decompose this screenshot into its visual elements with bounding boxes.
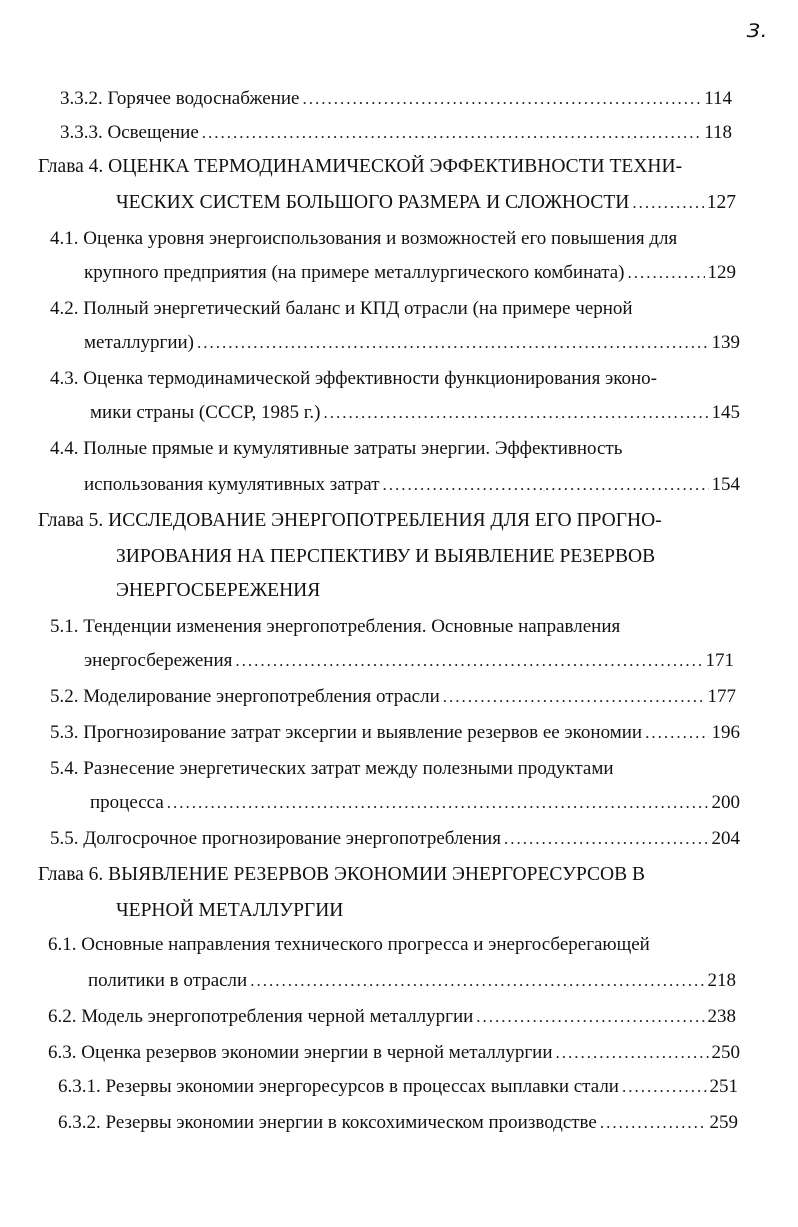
- toc-entry-page: 118: [704, 122, 732, 143]
- dot-leader: [167, 788, 709, 818]
- toc-entry-page: 129: [707, 262, 736, 283]
- toc-entry: [84, 470, 740, 500]
- toc-entry-page: 259: [709, 1112, 738, 1133]
- toc-entry-page: 171: [705, 650, 734, 671]
- toc-entry-title: 5.1. Тенденции изменения энергопотребления. Основные направления: [50, 616, 621, 637]
- dot-leader: [250, 966, 704, 996]
- dot-leader: [555, 1038, 708, 1068]
- toc-entry: [48, 1038, 740, 1068]
- toc-entry-title: ЭНЕРГОСБЕРЕЖЕНИЯ: [116, 580, 321, 601]
- toc-entry-title: мики страны (СССР, 1985 г.): [90, 402, 321, 423]
- dot-leader: [383, 470, 709, 500]
- toc-entry-title: крупного предприятия (на примере металлургического комбината): [84, 262, 625, 283]
- toc-entry-title: 5.4. Разнесение энергетических затрат между полезными продуктами: [50, 758, 614, 779]
- dot-leader: [504, 824, 709, 854]
- toc-entry: [88, 966, 736, 996]
- toc-entry: [50, 364, 657, 394]
- toc-entry-title: энергосбережения: [84, 650, 233, 671]
- toc-entry: [60, 84, 732, 114]
- toc-entry-title: 3.3.2. Горячее водоснабжение: [60, 88, 300, 109]
- chapter-heading: [38, 506, 662, 536]
- toc-entry-page: 139: [711, 332, 740, 353]
- toc-entry-title: политики в отрасли: [88, 970, 248, 991]
- toc-entry-title: 4.3. Оценка термодинамической эффективности функционирования эконо-: [50, 368, 658, 389]
- dot-leader: [622, 1072, 707, 1102]
- dot-leader: [632, 188, 703, 218]
- toc-entry: [48, 930, 650, 960]
- toc-entry: [90, 398, 740, 428]
- toc-entry-title: 5.2. Моделирование энергопотребления отрасли: [50, 686, 440, 707]
- toc-entry: [50, 718, 740, 748]
- chapter-heading: [116, 576, 320, 606]
- dot-leader: [600, 1108, 707, 1138]
- toc-entry: [50, 754, 614, 784]
- toc-entry-page: 251: [709, 1076, 738, 1097]
- toc-entry-title: 6.3.2. Резервы экономии энергии в коксохимическом производстве: [58, 1112, 597, 1133]
- toc-entry: [58, 1108, 738, 1138]
- toc-entry: [50, 294, 633, 324]
- toc-entry-page: 238: [707, 1006, 736, 1027]
- toc-entry-title: использования кумулятивных затрат: [84, 474, 380, 495]
- toc-entry-title: 4.2. Полный энергетический баланс и КПД отрасли (на примере черной: [50, 298, 633, 319]
- toc-entry-page: 145: [711, 402, 740, 423]
- toc-entry: [84, 258, 736, 288]
- toc-entry-title: Глава 4. ОЦЕНКА ТЕРМОДИНАМИЧЕСКОЙ ЭФФЕКТИВНОСТИ ТЕХНИ-: [38, 156, 683, 177]
- dot-leader: [645, 718, 708, 748]
- toc-entry-title: 6.3. Оценка резервов экономии энергии в черной металлургии: [48, 1042, 553, 1063]
- toc-entry: [58, 1072, 738, 1102]
- toc-entry: [48, 1002, 736, 1032]
- toc-entry: [90, 788, 740, 818]
- toc-entry: [50, 434, 622, 464]
- toc-entry-page: 218: [707, 970, 736, 991]
- toc-entry-page: 114: [704, 88, 732, 109]
- toc-entry-page: 196: [711, 722, 740, 743]
- toc-entry: [116, 188, 736, 218]
- toc-entry-page: 200: [711, 792, 740, 813]
- dot-leader: [302, 84, 701, 114]
- toc-entry-title: ЗИРОВАНИЯ НА ПЕРСПЕКТИВУ И ВЫЯВЛЕНИЕ РЕЗЕРВОВ: [116, 546, 656, 567]
- chapter-heading: [116, 896, 343, 926]
- toc-entry: [50, 224, 677, 254]
- toc-entry-title: металлургии): [84, 332, 195, 353]
- toc-entry-title: 4.1. Оценка уровня энергоиспользования и возможностей его повышения для: [50, 228, 678, 249]
- dot-leader: [202, 118, 701, 148]
- toc-entry-title: Глава 6. ВЫЯВЛЕНИЕ РЕЗЕРВОВ ЭКОНОМИИ ЭНЕРГОРЕСУРСОВ В: [38, 864, 646, 885]
- dot-leader: [323, 398, 708, 428]
- toc-entry-title: 6.2. Модель энергопотребления черной металлургии: [48, 1006, 474, 1027]
- toc-entry-title: ЧЕРНОЙ МЕТАЛЛУРГИИ: [116, 900, 344, 921]
- toc-entry-page: 250: [711, 1042, 740, 1063]
- dot-leader: [476, 1002, 704, 1032]
- dot-leader: [235, 646, 702, 676]
- toc-entry-page: 154: [711, 474, 740, 495]
- chapter-heading: [38, 860, 645, 890]
- chapter-heading: [116, 542, 655, 572]
- toc-entry-title: ЧЕСКИХ СИСТЕМ БОЛЬШОГО РАЗМЕРА И СЛОЖНОСТИ: [116, 192, 630, 213]
- toc-entry-title: 6.1. Основные направления технического прогресса и энергосберегающей: [48, 934, 650, 955]
- toc-entry-title: 3.3.3. Освещение: [60, 122, 199, 143]
- toc-entry-title: Глава 5. ИССЛЕДОВАНИЕ ЭНЕРГОПОТРЕБЛЕНИЯ ДЛЯ ЕГО ПРОГНО-: [38, 510, 662, 531]
- page-number: 3.: [746, 20, 768, 42]
- toc-entry-page: 177: [707, 686, 736, 707]
- toc-entry: [50, 682, 736, 712]
- toc-entry: [50, 612, 620, 642]
- toc-entry-page: 127: [706, 192, 736, 213]
- toc-entry-title: 4.4. Полные прямые и кумулятивные затраты энергии. Эффективность: [50, 438, 623, 459]
- toc-entry: [60, 118, 732, 148]
- toc-entry: [84, 328, 740, 358]
- chapter-heading: [38, 152, 682, 182]
- toc-entry-title: процесса: [90, 792, 164, 813]
- toc-entry-title: 5.3. Прогнозирование затрат эксергии и выявление резервов ее экономии: [50, 722, 643, 743]
- toc-entry: [50, 824, 740, 854]
- toc-entry-title: 6.3.1. Резервы экономии энергоресурсов в процессах выплавки стали: [58, 1076, 619, 1097]
- dot-leader: [197, 328, 708, 358]
- toc-entry-page: 204: [711, 828, 740, 849]
- dot-leader: [628, 258, 705, 288]
- toc-entry-title: 5.5. Долгосрочное прогнозирование энергопотребления: [50, 828, 501, 849]
- dot-leader: [443, 682, 705, 712]
- toc-entry: [84, 646, 734, 676]
